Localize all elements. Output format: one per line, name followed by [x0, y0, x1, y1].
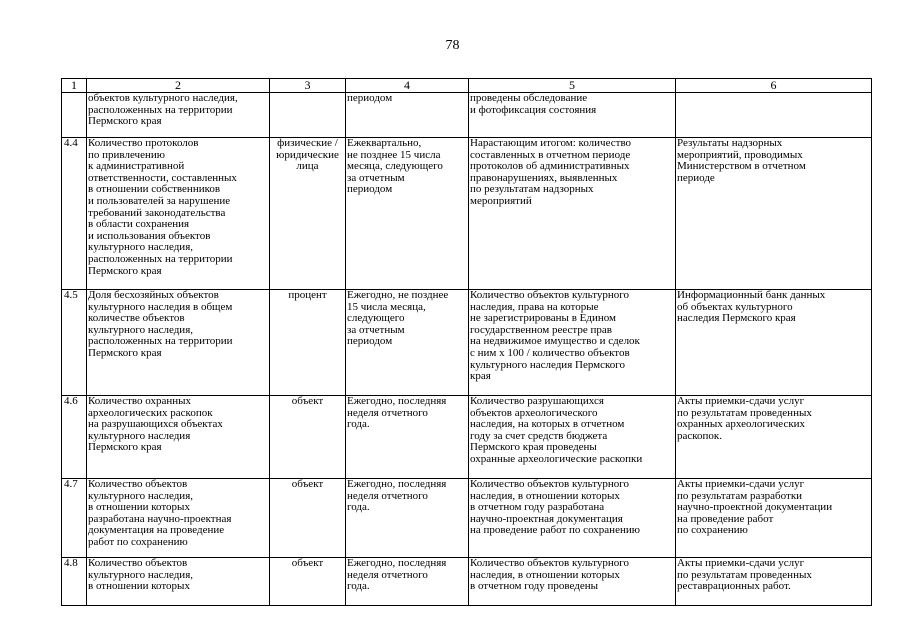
unit-of-measure-line: процент: [288, 289, 327, 301]
reporting-period-line: неделя отчетного: [347, 489, 428, 502]
reporting-period-line: неделя отчетного: [347, 406, 428, 419]
indicator-name-line: Количество объектов: [88, 478, 188, 490]
table-row: [62, 396, 872, 479]
indicator-name-line: работ по сохранению: [88, 535, 188, 548]
calculation-method-line: и фотофиксация состояния: [470, 103, 597, 116]
unit-of-measure-cell: [270, 558, 346, 606]
data-source-line: наследия Пермского края: [677, 312, 796, 325]
calculation-method-line: по результатам надзорных: [470, 183, 594, 196]
indicator-name-line: требований законодательства: [88, 206, 226, 219]
data-source-cell: [676, 479, 872, 558]
indicator-number-cell: 4.6: [62, 396, 87, 479]
calculation-method-line: научно-проектная документация: [470, 512, 623, 525]
calculation-method-line: наследия, права на которые: [470, 300, 599, 313]
data-source-cell: [676, 290, 872, 396]
column-header-6: 6: [676, 79, 872, 93]
calculation-method-line: мероприятий: [470, 194, 532, 207]
unit-of-measure-cell: [270, 138, 346, 290]
indicator-name-cell: [87, 138, 270, 290]
indicator-name-cell: [87, 396, 270, 479]
data-source-line: охранных археологических: [677, 418, 806, 431]
reporting-period-line: года.: [347, 418, 370, 431]
indicator-name-line: Количество объектов: [88, 557, 188, 569]
indicator-name-line: на разрушающихся объектах: [88, 418, 223, 431]
data-source-line: Результаты надзорных: [677, 137, 783, 149]
indicator-name-line: ответственности, составленных: [88, 171, 237, 184]
data-source-line: периоде: [677, 171, 715, 184]
indicator-name-line: в области сохранения: [88, 218, 190, 231]
unit-of-measure-cell: [270, 93, 346, 138]
calculation-method-cell: [469, 290, 676, 396]
indicator-name-line: к административной: [88, 160, 185, 173]
data-source-line: Акты приемки-сдачи услуг: [677, 557, 805, 569]
data-source-line: раскопок.: [677, 429, 723, 442]
reporting-period-line: неделя отчетного: [347, 568, 428, 581]
page-number: 78: [445, 38, 460, 53]
data-source-cell: [676, 396, 872, 479]
data-source-cell: [676, 93, 872, 138]
reporting-period-line: за отчетным: [347, 323, 405, 336]
data-source-line: по сохранению: [677, 524, 748, 537]
reporting-period-cell: [346, 558, 469, 606]
reporting-period-line: периодом: [347, 183, 393, 196]
indicator-name-line: культурного наследия,: [88, 489, 193, 502]
unit-of-measure-line: объект: [291, 557, 324, 569]
data-source-line: реставрационных работ.: [677, 580, 791, 593]
reporting-period-cell: [346, 396, 469, 479]
calculation-method-line: Пермского края проведены: [470, 441, 597, 454]
reporting-period-line: Ежегодно, последняя: [347, 395, 447, 407]
column-header-5: 5: [469, 79, 676, 93]
indicator-name-line: Пермского края: [88, 346, 162, 359]
calculation-method-cell: [469, 558, 676, 606]
data-source-line: научно-проектной документации: [677, 501, 833, 514]
reporting-period-line: Ежегодно, последняя: [347, 478, 447, 490]
indicator-number-cell: [62, 93, 87, 138]
unit-of-measure-cell: [270, 396, 346, 479]
indicator-name-cell: [87, 93, 270, 138]
indicator-name-cell: [87, 290, 270, 396]
calculation-method-line: Количество разрушающихся: [470, 395, 604, 407]
reporting-period-line: не позднее 15 числа: [347, 148, 441, 161]
calculation-method-line: протоколов об административных: [470, 160, 630, 173]
indicator-name-line: Количество протоколов: [88, 137, 199, 149]
indicator-name-line: культурного наследия: [88, 429, 191, 442]
calculation-method-line: составленных в отчетном периоде: [470, 148, 631, 161]
calculation-method-line: проведены обследование: [470, 92, 588, 104]
calculation-method-line: государственном реестре прав: [470, 323, 612, 336]
indicators-table: [61, 78, 872, 606]
reporting-period-line: периодом: [347, 335, 393, 348]
reporting-period-line: 15 числа месяца,: [347, 300, 426, 313]
calculation-method-cell: [469, 138, 676, 290]
column-header-3: 3: [270, 79, 346, 93]
indicator-number-cell: 4.7: [62, 479, 87, 558]
data-source-line: по результатам проведенных: [677, 406, 812, 419]
indicator-name-line: по привлечению: [88, 148, 165, 161]
reporting-period-line: за отчетным: [347, 171, 405, 184]
indicator-number-cell: 4.8: [62, 558, 87, 606]
table-row: [62, 479, 872, 558]
calculation-method-line: культурного наследия Пермского: [470, 358, 626, 371]
reporting-period-cell: [346, 138, 469, 290]
calculation-method-line: объектов археологического: [470, 406, 598, 419]
indicator-name-line: количестве объектов: [88, 312, 185, 325]
unit-of-measure-line: юридические: [276, 148, 339, 161]
column-number-row: [62, 79, 872, 93]
indicator-name-line: Пермского края: [88, 115, 162, 128]
unit-of-measure-line: объект: [291, 478, 324, 490]
data-source-line: по результатам разработки: [677, 489, 803, 502]
indicator-name-line: в отношении которых: [88, 501, 190, 514]
indicator-name-line: культурного наследия в общем: [88, 300, 233, 313]
indicator-name-line: объектов культурного наследия,: [88, 92, 238, 104]
indicator-name-line: разработана научно-проектная: [88, 512, 232, 525]
table-row: [62, 93, 872, 138]
reporting-period-line: периодом: [347, 92, 393, 104]
column-header-2: 2: [87, 79, 270, 93]
calculation-method-line: Нарастающим итогом: количество: [470, 137, 632, 149]
calculation-method-line: Количество объектов культурного: [470, 478, 630, 490]
calculation-method-line: охранные археологические раскопки: [470, 452, 643, 465]
data-source-cell: [676, 558, 872, 606]
indicator-name-line: Пермского края: [88, 264, 162, 277]
table-row: [62, 290, 872, 396]
calculation-method-line: в отчетном году проведены: [470, 580, 598, 593]
reporting-period-line: Ежеквартально,: [347, 137, 422, 149]
calculation-method-line: на проведение работ по сохранению: [470, 524, 640, 537]
data-source-cell: [676, 138, 872, 290]
data-source-line: на проведение работ: [677, 512, 774, 525]
calculation-method-line: в отчетном году разработана: [470, 501, 605, 514]
indicator-name-line: культурного наследия,: [88, 323, 193, 336]
data-source-line: Акты приемки-сдачи услуг: [677, 395, 805, 407]
indicator-number-cell: 4.4: [62, 138, 87, 290]
indicator-name-line: культурного наследия,: [88, 568, 193, 581]
reporting-period-line: Ежегодно, не позднее: [347, 289, 449, 301]
indicator-name-line: в отношении собственников: [88, 183, 221, 196]
reporting-period-cell: [346, 290, 469, 396]
table-row: [62, 138, 872, 290]
indicator-name-line: документация на проведение: [88, 524, 225, 537]
reporting-period-line: года.: [347, 580, 370, 593]
indicator-name-line: и использования объектов: [88, 229, 211, 242]
calculation-method-line: наследия, в отношении которых: [470, 568, 620, 581]
data-source-line: Информационный банк данных: [677, 289, 826, 301]
indicator-number-cell: 4.5: [62, 290, 87, 396]
calculation-method-line: наследия, на которых в отчетном: [470, 418, 625, 431]
indicator-name-line: и пользователей за нарушение: [88, 194, 231, 207]
data-source-line: Акты приемки-сдачи услуг: [677, 478, 805, 490]
calculation-method-cell: [469, 396, 676, 479]
calculation-method-cell: [469, 93, 676, 138]
indicator-name-line: культурного наследия,: [88, 241, 193, 254]
unit-of-measure-line: объект: [291, 395, 324, 407]
data-source-line: мероприятий, проводимых: [677, 148, 803, 161]
indicator-name-line: Пермского края: [88, 441, 162, 454]
column-header-4: 4: [346, 79, 469, 93]
indicator-name-cell: [87, 558, 270, 606]
indicator-name-line: в отношении которых: [88, 580, 190, 593]
calculation-method-line: Количество объектов культурного: [470, 557, 630, 569]
reporting-period-cell: [346, 93, 469, 138]
indicator-name-line: Количество охранных: [88, 395, 192, 407]
indicator-name-line: Доля бесхозяйных объектов: [88, 289, 219, 301]
calculation-method-line: на недвижимое имущество и сделок: [470, 335, 640, 348]
calculation-method-line: правонарушениях, выявленных: [470, 171, 618, 184]
unit-of-measure-cell: [270, 290, 346, 396]
unit-of-measure-cell: [270, 479, 346, 558]
reporting-period-cell: [346, 479, 469, 558]
reporting-period-line: года.: [347, 501, 370, 514]
column-header-1: 1: [62, 79, 87, 93]
indicator-name-line: расположенных на территории: [88, 252, 233, 265]
calculation-method-line: края: [470, 370, 491, 383]
calculation-method-line: не зарегистрированы в Едином: [470, 312, 616, 325]
table-row: [62, 558, 872, 606]
calculation-method-line: с ним х 100 / количество объектов: [470, 346, 630, 359]
reporting-period-line: Ежегодно, последняя: [347, 557, 447, 569]
calculation-method-line: наследия, в отношении которых: [470, 489, 620, 502]
reporting-period-line: месяца, следующего: [347, 160, 443, 173]
calculation-method-line: году за счет средств бюджета: [470, 429, 608, 442]
indicator-name-cell: [87, 479, 270, 558]
data-source-line: по результатам проведенных: [677, 568, 812, 581]
calculation-method-cell: [469, 479, 676, 558]
data-source-line: Министерством в отчетном: [677, 160, 806, 173]
unit-of-measure-line: физические /: [277, 137, 338, 149]
table-body: [62, 93, 872, 606]
calculation-method-line: Количество объектов культурного: [470, 289, 630, 301]
data-source-line: об объектах культурного: [677, 300, 793, 313]
indicator-name-line: расположенных на территории: [88, 103, 233, 116]
unit-of-measure-line: лица: [296, 160, 319, 173]
reporting-period-line: следующего: [347, 312, 405, 325]
indicator-name-line: археологических раскопок: [88, 406, 213, 419]
indicator-name-line: расположенных на территории: [88, 335, 233, 348]
